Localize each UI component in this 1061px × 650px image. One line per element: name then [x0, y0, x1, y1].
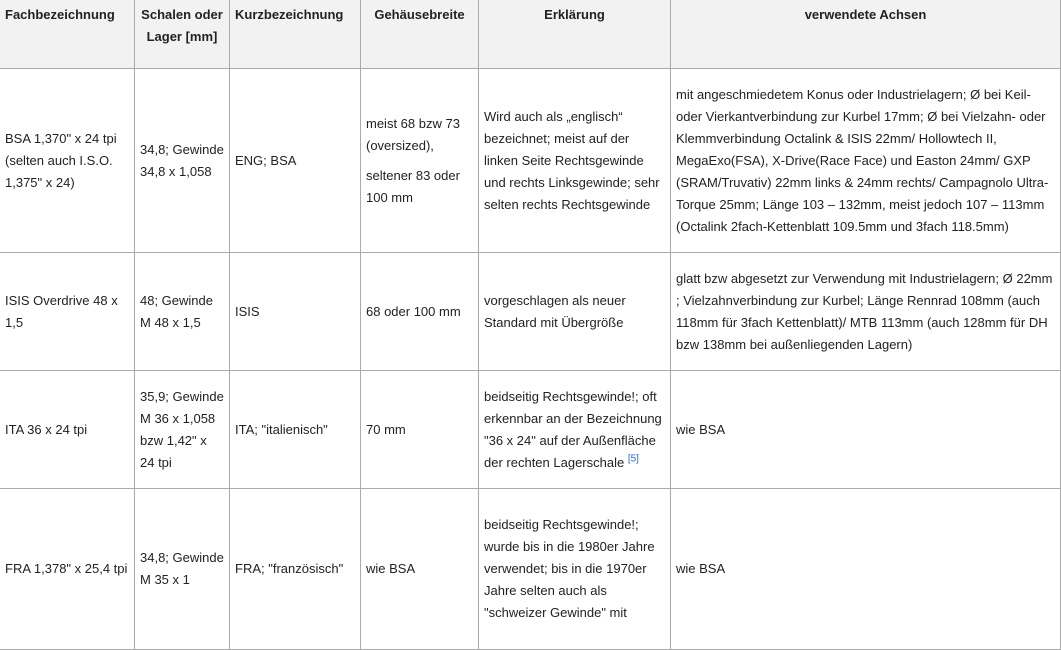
table-row: [0, 69, 1061, 253]
cell-schalen: 48; Gewinde M 48 x 1,5: [135, 253, 230, 371]
header-erklaerung: Erklärung: [479, 0, 671, 69]
cell-kurzbezeichnung: ITA; "italienisch": [230, 371, 361, 489]
header-fachbezeichnung: Fachbezeichnung: [0, 0, 135, 69]
cell-gehaeusebreite: [361, 69, 479, 253]
cell-achsen: wie BSA: [671, 489, 1061, 650]
cell-erklaerung: Wird auch als „englisch“ bezeichnet; meist auf der linken Seite Rechtsgewinde und rechts Linksgewinde; sehr selten rechts Rechtsgewinde: [479, 69, 671, 253]
header-kurzbezeichnung: Kurzbezeichnung: [230, 0, 361, 69]
cell-kurzbezeichnung: ENG; BSA: [230, 69, 361, 253]
breite-line-1: meist 68 bzw 73 (oversized),: [366, 115, 460, 153]
cell-fachbezeichnung: FRA 1,378" x 25,4 tpi: [0, 489, 135, 650]
cell-schalen: 35,9; Gewinde M 36 x 1,058 bzw 1,42" x 24 tpi: [135, 371, 230, 489]
table-row: [0, 489, 1061, 650]
cell-fachbezeichnung: ITA 36 x 24 tpi: [0, 371, 135, 489]
cell-erklaerung: beidseitig Rechtsgewinde!; wurde bis in die 1980er Jahre verwendet; bis in die 1970er Jahre selten auch als "schweizer Gewinde" mit: [479, 489, 671, 650]
cell-fachbezeichnung: ISIS Overdrive 48 x 1,5: [0, 253, 135, 371]
cell-achsen: mit angeschmiedetem Konus oder Industrielagern; Ø bei Keil- oder Vierkantverbindung zur Kurbel 17mm; Ø bei Vielzahn- oder Klemmverbindung Octalink & ISIS 22mm/ Hollowtech II, MegaExo(FSA), X-Drive(Race Face) und Easton 24mm/ GXP (SRAM/Truvativ) 22mm links & 24mm rechts/ Campagnolo Ultra-Torque 25mm; Länge 103 – 132mm, meist jedoch 107 – 113mm (Octalink 2fach-Kettenblatt 109.5mm und 3fach 118.5mm): [671, 69, 1061, 253]
header-verwendete-achsen: verwendete Achsen: [671, 0, 1061, 69]
cell-achsen: wie BSA: [671, 371, 1061, 489]
cell-gehaeusebreite: wie BSA: [361, 489, 479, 650]
header-gehaeusebreite: Gehäusebreite: [361, 0, 479, 69]
cell-erklaerung: vorgeschlagen als neuer Standard mit Übergröße: [479, 253, 671, 371]
table-row: [0, 371, 1061, 489]
cell-schalen: 34,8; Gewinde 34,8 x 1,058: [135, 69, 230, 253]
table-row: [0, 253, 1061, 371]
cell-kurzbezeichnung: FRA; "französisch": [230, 489, 361, 650]
cell-fachbezeichnung: BSA 1,370" x 24 tpi (selten auch I.S.O. 1,375" x 24): [0, 69, 135, 253]
reference-link[interactable]: [5]: [627, 453, 639, 465]
cell-gehaeusebreite: 70 mm: [361, 371, 479, 489]
cell-schalen: 34,8; Gewinde M 35 x 1: [135, 489, 230, 650]
header-schalen-lager: Schalen oder Lager [mm]: [135, 0, 230, 69]
breite-line-2: seltener 83 oder 100 mm: [366, 167, 460, 205]
table-header-row: [0, 0, 1061, 69]
cell-gehaeusebreite: 68 oder 100 mm: [361, 253, 479, 371]
cell-achsen: glatt bzw abgesetzt zur Verwendung mit Industrielagern; Ø 22mm ; Vielzahnverbindung zur Kurbel; Länge Rennrad 108mm (auch 118mm für 3fach Kettenblatt)/ MTB 113mm (auch 128mm für DH bzw 138mm bei außenliegenden Lagern): [671, 253, 1061, 371]
erklaerung-text: beidseitig Rechtsgewinde!; oft erkennbar an der Bezeichnung "36 x 24" auf der Außenfläche der rechten Lagerschale: [484, 388, 662, 470]
cell-erklaerung: [479, 371, 671, 489]
cell-kurzbezeichnung: ISIS: [230, 253, 361, 371]
